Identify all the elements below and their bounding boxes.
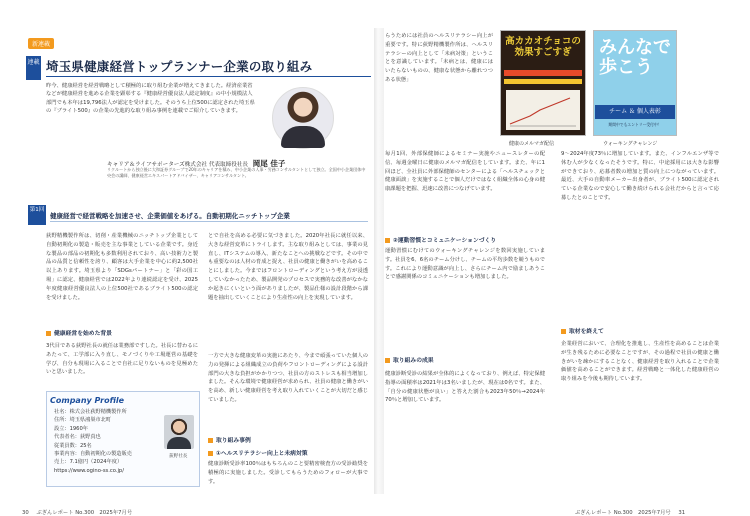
newsletter-title: 高カカオチョコの効果すごすぎ [505, 36, 581, 58]
profile-row: 売上：7.1億円（2024年度） [54, 459, 123, 466]
right-body-a-2: 運動習慣にむけてのウォーキングチャレンジを数回実施しています。社員を6、6名のチーム分けし、チームの平均歩数を競うものです。これにより運動意識が向上し、さらにチーム内で励ましあうことで感謝関係のコミュニケーションも増加しました。 [385, 248, 545, 281]
right-page [385, 30, 730, 516]
rensai-badge: 連載 [26, 56, 41, 80]
right-page-number: 31 [678, 510, 686, 516]
body-column-a: 荻野精機製作所は、切削・産業機械のニッチトップ企業として自動初期化の製造・販売を主な事業としている企業です。身近な製品の部品の初期化も多数利用されており、高い技術力と製品の品質と信頼性を誇り、顧客は大手企業を中心に約2,500社以上あります。埼玉県より「SDGsパートナー」と「彩の国工場」に認定、健康経営では2022年より連続認定を受け、2025年度健康経営優良法人の上位500社であるブライト500の認定を受けました。 [46, 233, 198, 301]
image-caption-walking: ウォーキングチャレンジ [603, 141, 658, 147]
profile-row: 住所：埼玉県鴻巣市北町 [54, 417, 112, 424]
section-rule [50, 221, 368, 222]
company-profile-list [54, 408, 162, 475]
series-tag: 新連載 [28, 38, 54, 49]
company-profile-title: Company Profile [50, 396, 125, 405]
ceo-photo-caption: 荻野社長 [169, 454, 188, 459]
article-title: 埼玉県健康経営トップランナー企業の取り組み [46, 59, 313, 74]
author-bio: リクルートから独立後に大和証券グループで20年のキャリアを積み、中小企業の人事・労務コンサルタントとして独立。全国中小企業団体中央会の講師、健康経営エキスパートアドバイザー、キャリアコンサルタント。 [107, 167, 366, 179]
profile-row: 代表者名：荻野真也 [54, 434, 101, 441]
profile-url[interactable]: https://www.ogino-ss.co.jp/ [54, 467, 124, 474]
title-rule [46, 76, 371, 77]
right-body-b2: 企業経営において、合理化を推進し、生産性を高めることは企業が生き残るために必要なことですが、その過程で社員の健康と働きがいを疎かにすることなく、健康経営を取り入れることで企業価値を高めることができます。経営戦略と一体化した健康経営の取り組みを今後も期待しています。 [561, 341, 719, 383]
right-body-top: らうためには社員のヘルスリテラシー向上が重要です。特に荻野精機製作所は、ヘルスリテラシーの向上として「未病対策」ということを意識しています。「未病とは、健康にはいたらないものの、健康な状態から離れつつある状態」 [385, 33, 493, 83]
subheading-background: 健康経営を始めた背景 [46, 328, 112, 337]
right-footer [575, 508, 685, 516]
profile-row: 社名：株式会社荻野精機製作所 [54, 409, 127, 415]
right-publication: ぶぎんレポート No.300 2025年7月号 [575, 510, 671, 516]
body-column-a2: 3代目である荻野社長の就任は業務部ですした。社長に替わるにあたって、工学部に入り直し、モノづくりや工場運営の基礎を学び、自分も現場に入ることで自社に足りないものを見極めたいと思いました。 [46, 343, 198, 376]
subheading-results: 取り組みの成果 [385, 355, 434, 364]
profile-row: 設立：1960年 [54, 425, 88, 432]
author-portrait-body [281, 126, 325, 148]
section-title: 健康経営で経営戦略を加速させ、企業価値をあげる。自動初期化ニッチトップ企業 [50, 212, 290, 220]
section-number-box: 第1回 [28, 205, 46, 225]
profile-row: 事業内容：自動初期化の製造販売 [54, 451, 132, 458]
left-page [22, 30, 374, 516]
poster-subtitle: 期間中でもエントリー受付中！ [608, 122, 662, 127]
left-footer [22, 508, 132, 516]
ceo-photo-body [167, 437, 191, 449]
page-gutter [374, 28, 384, 494]
profile-row: 従業員数：25名 [54, 442, 92, 449]
subheading-communication: ②運動習慣とコミュニケーションづくり [385, 235, 496, 244]
poster-band: チーム ＆ 個人表彰 [595, 105, 675, 119]
body-column-b3: 健康診断受診率100％はもちろんのこと要精密検査方の受診勧奨を積極的に実施しました。受診してもらうためのフォローが大事です。 [208, 461, 368, 485]
subheading-initiatives: 取り組み事例 [208, 435, 251, 444]
right-body-a2: 健康診断受診の結果が全体的によくなっており、例えば、特定保健指導の面積率は2021年は3名いましたが、現在は0名です。また、「自分の健康状態が良い」と答えた割合も2023年50％→2024年70％と増加しています。 [385, 371, 545, 404]
poster-title: みんなで歩こう [599, 37, 671, 78]
image-caption-newsletter: 健康のメルマガ配信 [509, 141, 555, 147]
left-page-number: 30 [22, 510, 29, 516]
newsletter-band-2 [504, 79, 582, 84]
newsletter-chart [506, 90, 580, 130]
author-affiliation: キャリア＆ライフサポーターズ株式会社 代表取締役社長 [107, 162, 249, 168]
lead-paragraph: 昨今、健康経営を経営戦略として積極的に取り組む企業が増えてきました。経済産業省などが健康経営を進める企業を顕彰する『健康経営優良法人認定制度』の中小規模法人部門でも本年は19,796法人が認定を受けました。そのうち上位500に認定された埼玉県の『ブライト500』の企業の先進的な取り組み事例を連載でご紹介していきます。 [46, 83, 255, 115]
body-column-b2: 一方で大きな健康変革の実施にあたり、今まで頑張っていた個人の力の発揮による組織成立の負荷やフロントローディングによる設計部門の大きな負担がかかりつつ、社員の方のストレスも相当増加しました。そんな環境で健康経営が求められ、社員の健康と働きがいを高め、新しい健康経営を考え取り入れていくことが大切だと感じていました。 [208, 353, 368, 403]
newsletter-band [504, 70, 582, 76]
author-name: 岡尾 佳子 [252, 159, 286, 168]
body-column-b: とで自社を高める必要に気づきました。2020年社長に就任以来、大きな経営変革にトライします。主な取り組みとしては、事業の見直し、ITシステムの導入、新たなことへの挑戦などです。その中でも重要なのは人材の育成と捉え、社員の健康と働きがいを高めることにしました。今まではフロントローディングという考え方が浸透していなかったため、製品開発のプロセスで実務的な改善がなかなか起きにくいという面がありましたが、製品仕様の設計段階から課題を抽出していくことにより生産性の向上を実現しています。 [208, 233, 368, 301]
right-body-a: 毎月1回、外部保健師によるセミナー実施やニュースレターの配信、毎週金曜日に健康のメルマガ配信をしています。また、年に1回ほど、全社員に外部保健師のセンターによる「ヘルスチェックと健康面談」を実施することで個人だけではなく組織全体の心身の健康課題を把握、迅速に改善につなげています。 [385, 151, 545, 193]
subheading-initiative-1: ①ヘルスリテラシー向上と未病対策 [208, 448, 308, 457]
subheading-closing: 取材を終えて [561, 326, 604, 335]
right-body-b: 9～2024年度73％に増加しています。また、インフルエンザ等で休む人が少なくなったそうです。特に、中途採用には大きな影響ができており、応募者数の増加と質の向上につながっています。最近、大手の自動車メーカー出身者が、ブライト500に認定されている企業なので安心して働き続けられる会社だからと言って応募したとのことです。 [561, 151, 719, 201]
left-publication: ぶぎんレポート No.300 2025年7月号 [36, 510, 133, 516]
